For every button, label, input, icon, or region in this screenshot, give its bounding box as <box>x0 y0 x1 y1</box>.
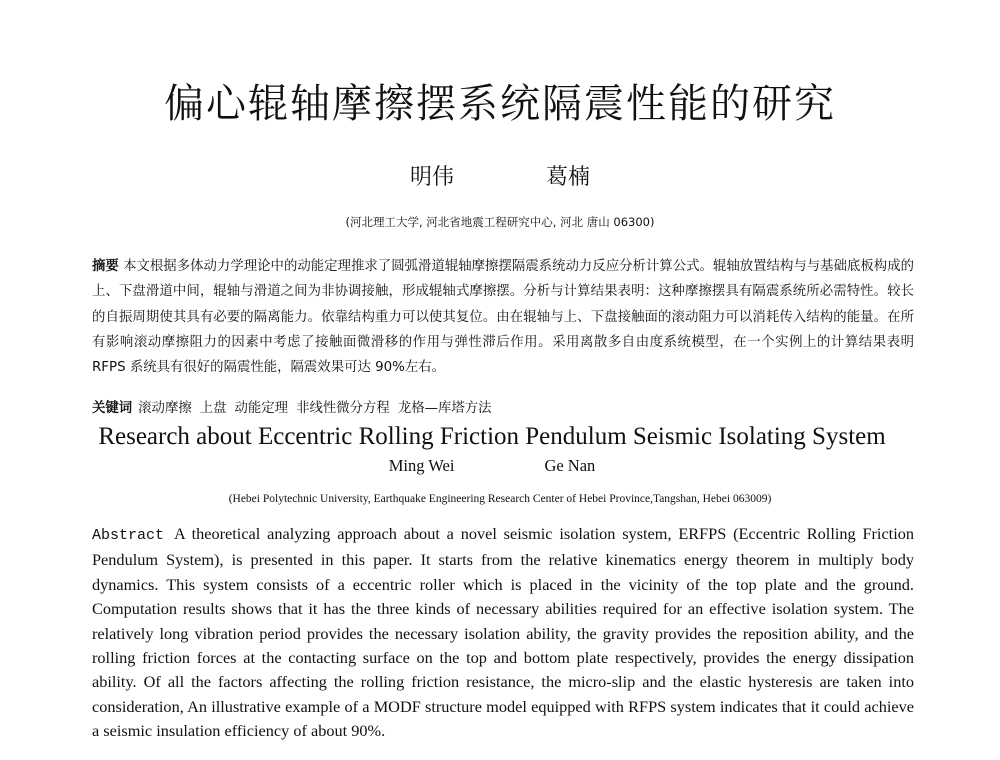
chinese-authors <box>0 162 1000 194</box>
keyword: 滚动摩擦 <box>138 401 192 416</box>
chinese-author-1: 明伟 <box>409 165 454 190</box>
english-title: Research about Eccentric Rolling Friction Pendulum Seismic Isolating System <box>98 423 886 450</box>
chinese-keywords-label: 关键词 <box>92 401 133 416</box>
english-abstract-text: A theoretical analyzing approach about a novel seismic isolation system, ERFPS (Eccentric Rolling Friction Pendulum System), is presented in this paper. It starts from the relative kinematics energy theorem in multiply body dynamics. This system consists of a eccentric roller which is placed in the vicinity of the top plate and the ground. Computation results shows that it has the three kinds of necessary abilities required for an effective isolation system. The relatively long vibration period provides the necessary isolation ability, the gravity provides the reposition ability, and the rolling friction forces at the contacting surface on the top and bottom plate respectively, provides the energy dissipation ability. Of all the factors affecting the rolling friction resistance, the micro-slip and the elastic hysteresis are taken into consideration, An illustrative example of a MODF structure model equipped with RFPS system indicates that it could achieve a seismic insulation efficiency of about 90%. <box>92 524 915 741</box>
chinese-abstract-label: 摘要 <box>92 259 119 274</box>
english-abstract-label: Abstract <box>92 527 165 544</box>
chinese-title: 偏心辊轴摩擦摆系统隔震性能的研究 <box>164 81 836 127</box>
chinese-affiliation: (河北理工大学, 河北省地震工程研究中心, 河北 唐山 06300) <box>345 215 655 229</box>
english-author-1: Ming Wei <box>388 456 455 475</box>
keyword: 龙格—库塔方法 <box>397 401 492 416</box>
english-affiliation: (Hebei Polytechnic University, Earthquake Engineering Research Center of Hebei Province,Tangshan, Hebei 063009) <box>228 493 772 505</box>
english-author-2: Ge Nan <box>544 456 596 475</box>
chinese-abstract-text: 本文根据多体动力学理论中的动能定理推求了圆弧滑道辊轴摩擦摆隔震系统动力反应分析计算公式。辊轴放置结构与与基础底板构成的上、下盘滑道中间，辊轴与滑道之间为非协调接触，形成辊轴式摩擦摆。分析与计算结果表明：这种摩擦摆具有隔震系统所必需特性。较长的自振周期使其具有必要的隔离能力。依靠结构重力可以使其复位。由在辊轴与上、下盘接触面的滚动阻力可以消耗传入结构的能量。在所有影响滚动摩擦阻力的因素中考虑了接触面微滑移的作用与弹性滞后作用。采用离散多自由度系统模型，在一个实例上的计算结果表明 RFPS 系统具有很好的隔震性能，隔震效果可达 90%左右。 <box>92 259 914 376</box>
english-authors <box>0 455 984 477</box>
chinese-author-2: 葛楠 <box>546 165 591 190</box>
chinese-abstract <box>92 254 914 380</box>
keyword: 上盘 <box>199 401 227 416</box>
english-abstract <box>92 522 914 744</box>
keyword: 动能定理 <box>234 401 289 416</box>
chinese-keywords <box>92 396 914 421</box>
keyword: 非线性微分方程 <box>296 401 390 416</box>
